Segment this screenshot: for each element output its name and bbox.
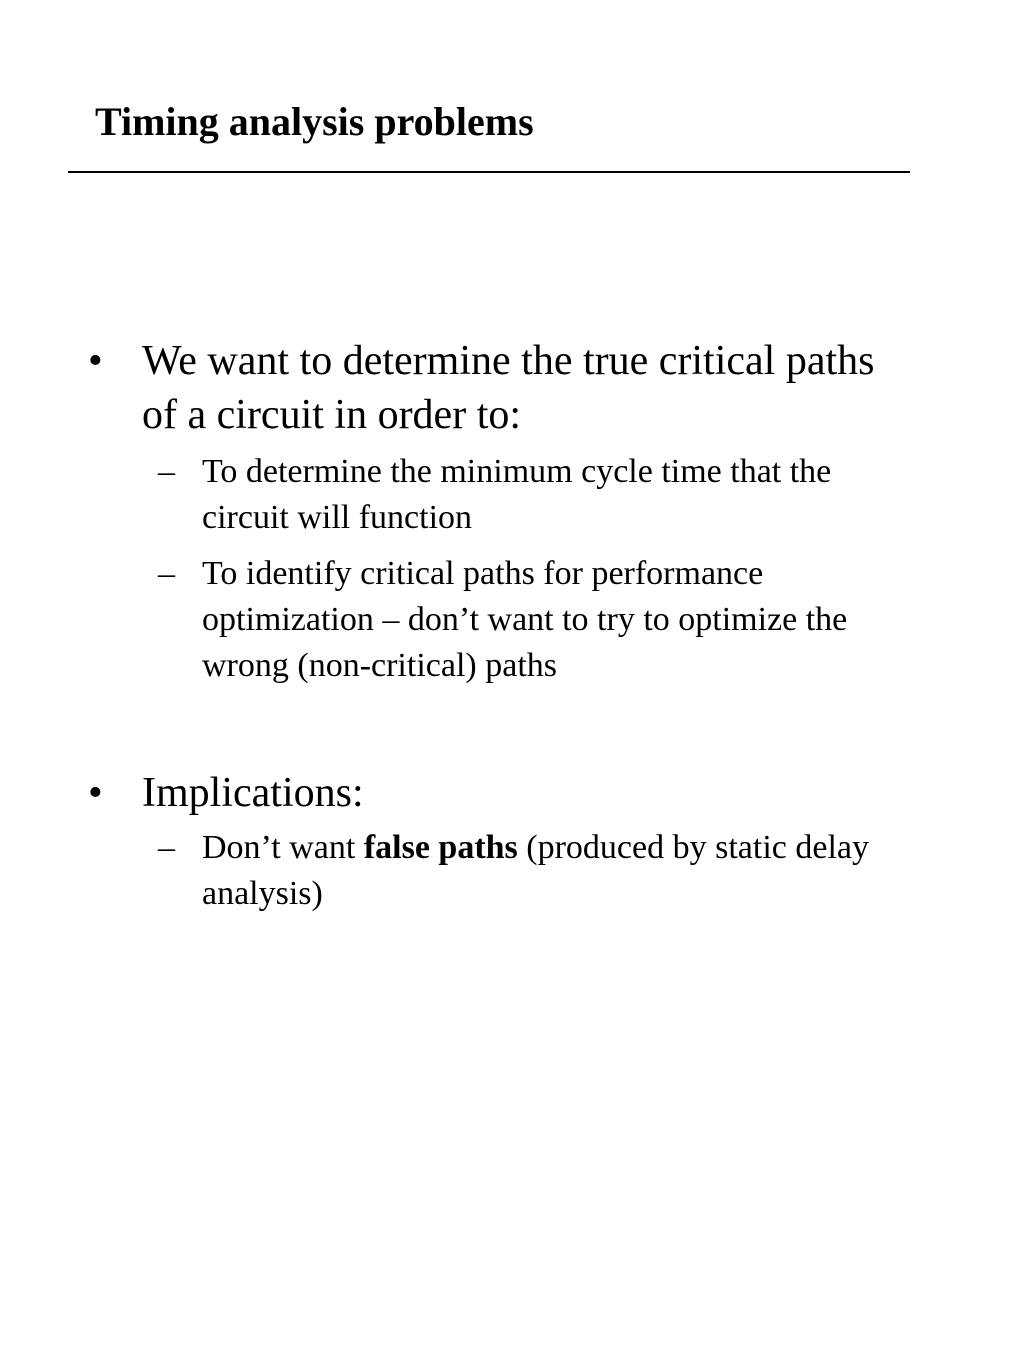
sub-line [202,825,962,871]
sub-text [202,825,962,917]
sub-dash-icon: – [158,555,175,592]
bullet-block-1 [0,334,1024,689]
sub-text [202,449,962,541]
bullet-dot-icon: • [88,770,103,816]
sub-item-1-1 [0,449,1024,541]
sub-text-post: (produced by static delay [517,829,869,866]
slide-title: Timing analysis problems [95,99,534,144]
sub-dash-icon: – [158,453,175,490]
sub-dash-icon: – [158,829,175,866]
sub-line: analysis) [202,875,323,912]
bullet-text [142,766,942,820]
sub-line: optimization – don’t want to try to optimize the [202,601,848,638]
bullet-line: of a circuit in order to: [142,392,522,438]
sub-line: wrong (non-critical) paths [202,647,557,684]
sub-item-1-2 [0,551,1024,689]
title-underline [68,171,910,173]
bullet-text [142,334,942,442]
false-paths-emphasis: false paths [363,829,518,866]
sub-line: To identify critical paths for performance [202,555,764,592]
sub-line: circuit will function [202,499,473,536]
sub-line: To determine the minimum cycle time that the [202,453,832,490]
bullet-line: We want to determine the true critical paths [142,338,875,384]
sub-text-pre: Don’t want [202,829,364,866]
sub-text [202,551,962,689]
bullet-item-1 [0,334,1024,442]
bullet-item-2 [0,766,1024,820]
sub-item-2-1 [0,825,1024,917]
bullet-line: Implications: [142,770,364,816]
bullet-dot-icon: • [88,338,103,384]
bullet-block-2 [0,766,1024,917]
